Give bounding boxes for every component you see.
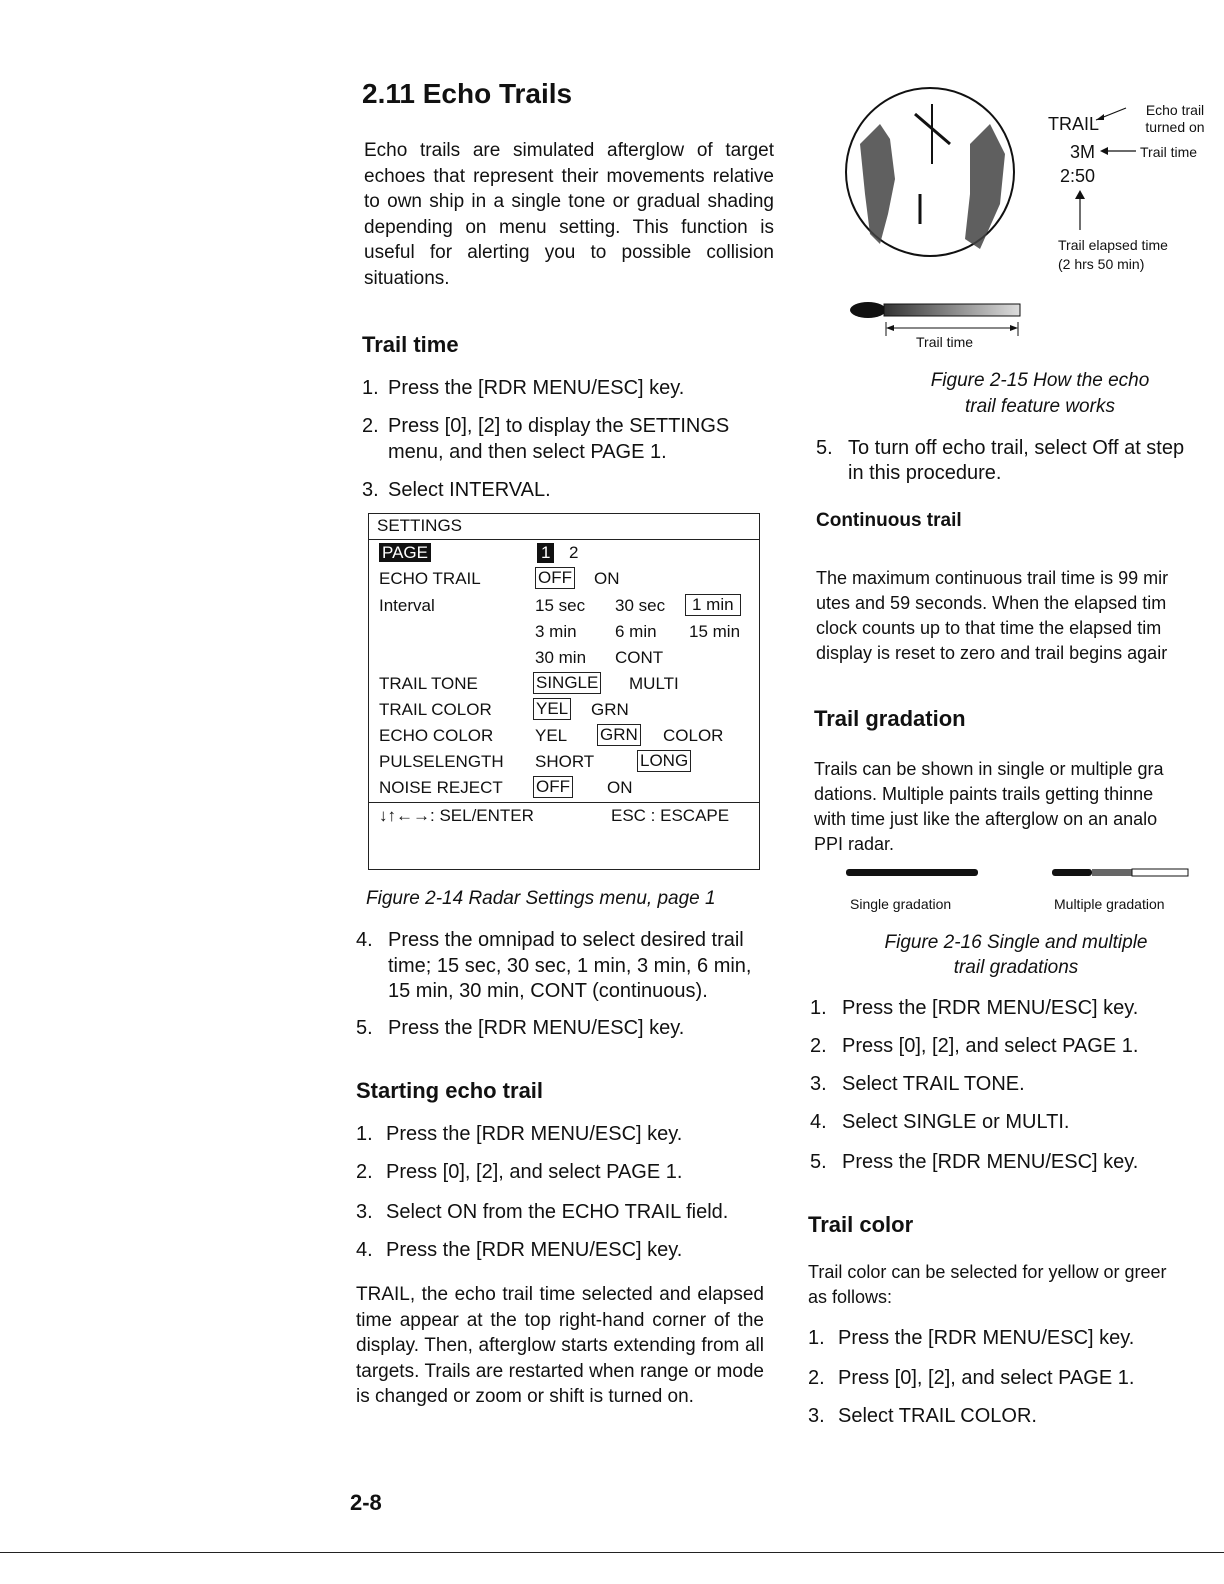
trail-color-line-2: as follows: (808, 1287, 893, 1307)
list-item: 5. Press the [RDR MENU/ESC] key. (810, 1151, 1139, 1173)
interval-3min[interactable]: 3 min (535, 622, 577, 641)
continuous-line-4: display is reset to zero and trail begins agair (816, 643, 1168, 663)
noise-reject-off[interactable]: OFF (533, 776, 573, 798)
multiple-gradation-bar (1052, 866, 1192, 880)
trail-color-yel[interactable]: YEL (533, 698, 571, 720)
list-item: 2. Press [0], [2], and select PAGE 1. (810, 1035, 1139, 1057)
echo-trail-note: Echo trail turned on (1145, 102, 1205, 135)
echo-color-yel[interactable]: YEL (535, 726, 568, 745)
figure-2-16-caption-line1: Figure 2-16 Single and multiple (884, 932, 1148, 953)
interval-15sec[interactable]: 15 sec (535, 596, 586, 615)
single-gradation-label: Single gradation (850, 896, 952, 912)
list-item: 4. Press the [RDR MENU/ESC] key. (356, 1239, 683, 1261)
page-option-2[interactable]: 2 (569, 543, 579, 562)
arrow-icon (1098, 146, 1138, 156)
page-row (379, 541, 431, 565)
radar-display-illustration (840, 84, 1020, 264)
list-item: 4. Select SINGLE or MULTI. (810, 1111, 1070, 1133)
starting-paragraph: TRAIL, the echo trail time selected and elapsed time appear at the top right-hand corner of the display. Then, afterglow starts extending from all targets. Trails are restarted when range or mode is changed or zoom or shift is turned on. (356, 1284, 764, 1407)
continuous-line-2: utes and 59 seconds. When the elapsed tim (816, 593, 1167, 613)
trail-color-line-1: Trail color can be selected for yellow or greer (808, 1262, 1167, 1282)
echo-color-label: ECHO COLOR (379, 726, 494, 745)
elapsed-note-2: (2 hrs 50 min) (1058, 256, 1145, 272)
trail-color-grn[interactable]: GRN (591, 700, 629, 719)
list-item: 3. Select ON from the ECHO TRAIL field. (356, 1201, 729, 1223)
trail-time-bar-label: Trail time (916, 334, 974, 350)
continuous-trail-heading: Continuous trail (816, 510, 962, 531)
echo-trail-off[interactable]: OFF (535, 567, 575, 589)
trail-time-heading: Trail time (362, 332, 459, 357)
figure-2-14-caption: Figure 2-14 Radar Settings menu, page 1 (366, 888, 716, 909)
page-label: PAGE (379, 543, 431, 562)
trail-gradation-heading: Trail gradation (814, 706, 966, 731)
echo-color-color[interactable]: COLOR (663, 726, 724, 745)
trail-tone-single[interactable]: SINGLE (533, 672, 601, 694)
arrow-icon (1094, 106, 1130, 126)
figure-2-15-caption-line1: Figure 2-15 How the echo (930, 370, 1150, 391)
trail-time-note: Trail time (1140, 144, 1198, 160)
pulselength-short[interactable]: SHORT (535, 752, 595, 771)
list-item: 3. Select TRAIL TONE. (810, 1073, 1025, 1095)
interval-cont[interactable]: CONT (615, 648, 664, 667)
list-item: 1. Press the [RDR MENU/ESC] key. (356, 1123, 683, 1145)
elapsed-time-value: 2:50 (1060, 166, 1096, 186)
elapsed-note-1: Trail elapsed time (1058, 237, 1168, 253)
continuous-line-3: clock counts up to that time the elapsed tim (816, 618, 1162, 638)
interval-6min[interactable]: 6 min (615, 622, 657, 641)
gradation-line-4: PPI radar. (814, 834, 895, 854)
trail-indicator-label: TRAIL (1048, 114, 1100, 134)
trail-time-value: 3M (1070, 142, 1096, 162)
list-item: 1. Press the [RDR MENU/ESC] key. (810, 997, 1139, 1019)
echo-trail-on[interactable]: ON (594, 569, 620, 588)
list-item: 4. Press the omnipad to select desired trail time; 15 sec, 30 sec, 1 min, 3 min, 6 min, 15 min, 30 min, CONT (continuous). (356, 929, 752, 1002)
page-number: 2-8 (350, 1490, 382, 1515)
list-item: 2. Press [0], [2], and select PAGE 1. (356, 1161, 683, 1183)
settings-menu (368, 513, 760, 870)
list-item-continued: in this procedure. (848, 462, 1002, 484)
single-gradation-bar (846, 866, 982, 880)
continuous-line-1: The maximum continuous trail time is 99 mir (816, 568, 1169, 588)
echo-color-grn[interactable]: GRN (597, 724, 641, 746)
arrow-icon (1074, 190, 1086, 232)
list-item: 3. Select INTERVAL. (362, 479, 551, 501)
list-item: 3. Select TRAIL COLOR. (808, 1405, 1037, 1427)
menu-title: SETTINGS (377, 516, 463, 535)
list-item: 5. To turn off echo trail, select Off at step (816, 437, 1185, 459)
noise-reject-label: NOISE REJECT (379, 778, 503, 797)
list-item: 1. Press the [RDR MENU/ESC] key. (362, 377, 685, 399)
echo-trail-label: ECHO TRAIL (379, 569, 481, 588)
list-item: 1. Press the [RDR MENU/ESC] key. (808, 1327, 1135, 1349)
page-bottom-rule (0, 1552, 1224, 1553)
multiple-gradation-label: Multiple gradation (1054, 896, 1165, 912)
menu-footer-nav: ↓↑←→: SEL/ENTER (379, 806, 534, 825)
gradation-line-3: with time just like the afterglow on an analo (814, 809, 1158, 829)
gradation-line-2: dations. Multiple paints trails getting thinne (814, 784, 1154, 804)
menu-footer-esc: ESC : ESCAPE (611, 806, 730, 825)
interval-1min[interactable]: 1 min (685, 594, 741, 616)
trail-tone-label: TRAIL TONE (379, 674, 478, 693)
list-item: 2. Press [0], [2], and select PAGE 1. (808, 1367, 1135, 1389)
page-option-1[interactable]: 1 (537, 543, 554, 563)
interval-30sec[interactable]: 30 sec (615, 596, 666, 615)
interval-label: Interval (379, 596, 435, 615)
interval-30min[interactable]: 30 min (535, 648, 587, 667)
pulselength-label: PULSELENGTH (379, 752, 504, 771)
gradation-line-1: Trails can be shown in single or multiple gra (814, 759, 1164, 779)
trail-color-label: TRAIL COLOR (379, 700, 492, 719)
intro-paragraph: Echo trails are simulated afterglow of target echoes that represent their movements relative to own ship in a single tone or gradual shading depending on menu setting. This function is useful for alerting you to possible collision situations. (364, 140, 774, 289)
noise-reject-on[interactable]: ON (607, 778, 633, 797)
list-item: 5. Press the [RDR MENU/ESC] key. (356, 1017, 685, 1039)
interval-15min[interactable]: 15 min (689, 622, 741, 641)
list-item: 2. Press [0], [2] to display the SETTINGS menu, and then select PAGE 1. (362, 415, 730, 463)
figure-2-16-caption-line2: trail gradations (953, 957, 1079, 978)
starting-echo-trail-heading: Starting echo trail (356, 1078, 544, 1103)
figure-2-15-caption-line2: trail feature works (965, 396, 1115, 417)
pulselength-long[interactable]: LONG (637, 750, 691, 772)
trail-tone-multi[interactable]: MULTI (629, 674, 679, 693)
section-title: 2.11 Echo Trails (362, 78, 573, 109)
trail-color-heading: Trail color (808, 1212, 914, 1237)
